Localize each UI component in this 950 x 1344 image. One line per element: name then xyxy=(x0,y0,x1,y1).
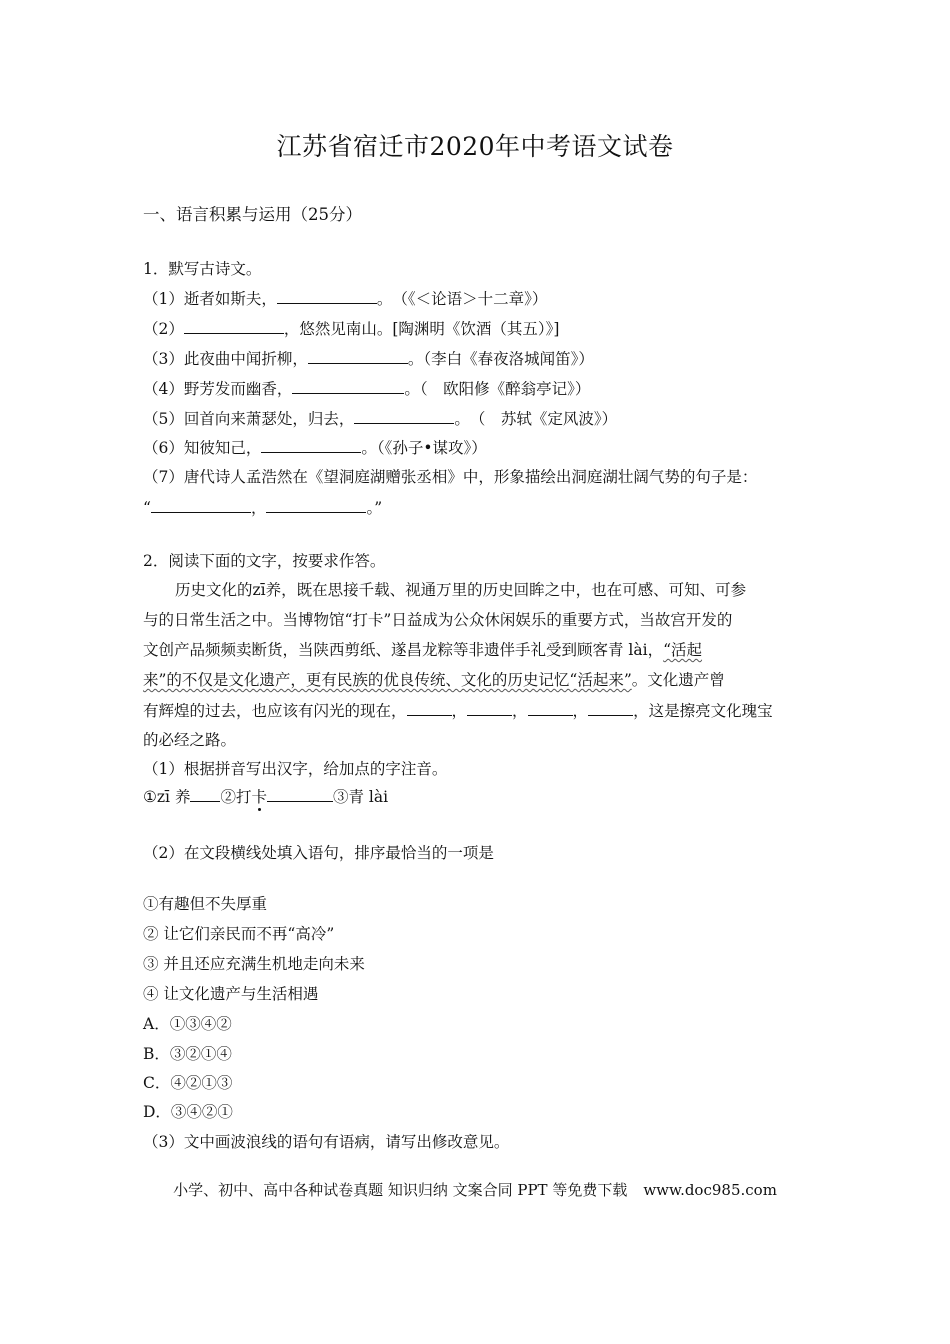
question-1-item-7: （7）唐代诗人孟浩然在《望洞庭湖赠张丞相》中，形象描绘出洞庭湖壮阔气势的句子是： xyxy=(143,468,758,486)
answer-blank[interactable] xyxy=(354,408,454,424)
answer-blank[interactable] xyxy=(266,497,366,513)
answer-blank[interactable] xyxy=(292,378,404,394)
sentence-1: ①有趣但不失厚重 xyxy=(143,895,268,913)
passage-line: 与的日常生活之中。当博物馆“打卡”日益成为公众休闲娱乐的重要方式，当故宫开发的 xyxy=(143,611,733,629)
question-1-item-7-blanks: “ ， 。” xyxy=(143,499,383,517)
question-1-item-3: （3）此夜曲中闻折柳， 。（李白《春夜洛城闻笛》） xyxy=(143,350,594,368)
passage-line: 有辉煌的过去，也应该有闪光的现在， ， ， ， ，这是擦亮文化瑰宝 xyxy=(143,702,773,720)
question-1-stem: 1．默写古诗文。 xyxy=(143,260,262,278)
question-1-item-5: （5）回首向来萧瑟处，归去， 。 （ 苏轼《定风波》） xyxy=(143,410,618,428)
page-title: 江苏省宿迁市2020年中考语文试卷 xyxy=(276,132,674,161)
option-a[interactable]: A．①③④② xyxy=(143,1015,232,1033)
question-1-item-2: （2） ，悠然见南山。[陶渊明《饮酒（其五）》] xyxy=(143,320,560,338)
sentence-3: ③ 并且还应充满生机地走向未来 xyxy=(143,955,365,973)
answer-blank[interactable] xyxy=(184,318,284,334)
option-c[interactable]: C．④②①③ xyxy=(143,1074,233,1092)
sentence-4: ④ 让文化遗产与生活相遇 xyxy=(143,985,319,1003)
passage-line: 文创产品频频卖断货，当陕西剪纸、遂昌龙粽等非遗伴手礼受到顾客青 lài，“活起 xyxy=(143,641,703,659)
footer-text: 小学、初中、高中各种试卷真题 知识归纳 文案合同 PPT 等免费下载 xyxy=(173,1181,628,1199)
pinyin-task: ①zī 养 ②打卡 ③青 lài xyxy=(143,788,389,806)
fill-blank[interactable] xyxy=(407,700,452,716)
section-heading: 一、语言积累与运用（25分） xyxy=(143,205,362,224)
passage-line: 的必经之路。 xyxy=(143,731,237,749)
question-1-item-1: （1）逝者如斯夫， 。 （《＜论语＞十二章》） xyxy=(143,290,548,308)
passage-line: 历史文化的zī养，既在思接千载、视通万里的历史回眸之中，也在可感、可知、可参 xyxy=(175,581,747,599)
option-b[interactable]: B．③②①④ xyxy=(143,1045,232,1063)
sentence-2: ② 让它们亲民而不再“高冷” xyxy=(143,925,335,943)
question-2-stem: 2．阅读下面的文字，按要求作答。 xyxy=(143,552,386,570)
question-2-sub-3: （3）文中画波浪线的语句有语病，请写出修改意见。 xyxy=(143,1133,510,1151)
fill-blank[interactable] xyxy=(588,700,633,716)
wavy-underlined-text: 来”的不仅是文化遗产，更有民族的优良传统、文化的历史记忆“活起来” xyxy=(143,671,632,689)
question-2-sub-1: （1）根据拼音写出汉字，给加点的字注音。 xyxy=(143,760,448,778)
answer-blank[interactable] xyxy=(308,348,408,364)
fill-blank[interactable] xyxy=(467,700,512,716)
question-1-item-4: （4）野芳发而幽香， 。（ 欧阳修《醉翁亭记》） xyxy=(143,380,591,398)
question-1-item-6: （6）知彼知己， 。（《孙子•谋攻》） xyxy=(143,439,487,457)
option-d[interactable]: D．③④②① xyxy=(143,1103,233,1121)
dotted-character: 卡 xyxy=(251,788,267,806)
fill-blank[interactable] xyxy=(528,700,573,716)
wavy-underlined-text: “活起 xyxy=(663,641,703,659)
answer-blank[interactable] xyxy=(151,497,251,513)
question-2-sub-2: （2）在文段横线处填入语句，排序最恰当的一项是 xyxy=(143,844,494,862)
footer-link[interactable]: www.doc985.com xyxy=(643,1181,777,1199)
answer-blank[interactable] xyxy=(277,288,377,304)
answer-blank[interactable] xyxy=(190,786,220,802)
footer xyxy=(0,1180,950,1200)
passage-line: 来”的不仅是文化遗产，更有民族的优良传统、文化的历史记忆“活起来”。文化遗产曾 xyxy=(143,671,725,689)
answer-blank[interactable] xyxy=(267,786,333,802)
answer-blank[interactable] xyxy=(261,437,361,453)
